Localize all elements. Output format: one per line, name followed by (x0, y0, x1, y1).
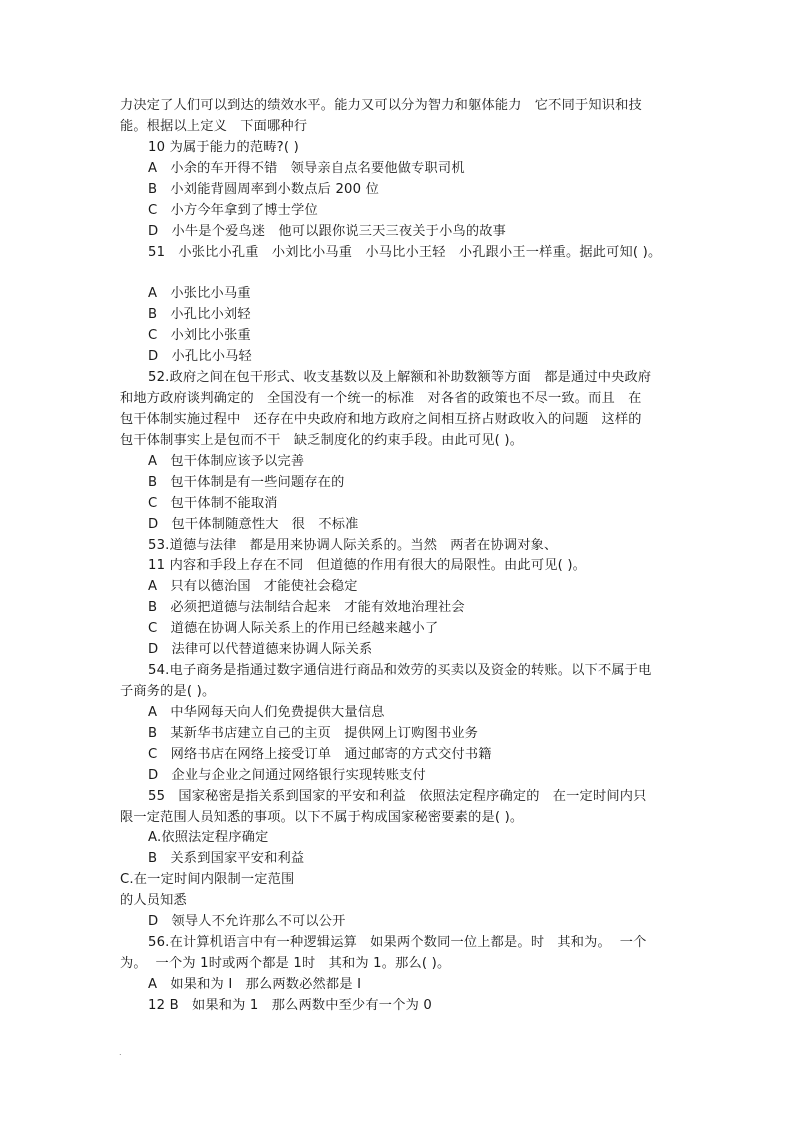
option-c: C 道德在协调人际关系上的作用已经越来越小了 (148, 621, 439, 636)
option-b: B 小孔比小刘轻 (148, 307, 251, 322)
option-a: A 小张比小马重 (148, 286, 251, 301)
option-a: A.依照法定程序确定 (148, 830, 269, 845)
option-c: C 小刘比小张重 (148, 328, 251, 343)
footer-mark: . (119, 1048, 122, 1057)
option-a: A 只有以德治国 才能使社会稳定 (148, 579, 358, 594)
option-d: D 企业与企业之间通过网络银行实现转账支付 (148, 768, 426, 783)
question-55: 55 国家秘密是指关系到国家的平安和利益 依照法定程序确定的 在一定时间内只 (148, 789, 647, 804)
text-line: 和地方政府谈判确定的 全国没有一个统一的标准 对各省的政策也不尽一致。而且 在 (120, 391, 642, 406)
question-51: 51 小张比小孔重 小刘比小马重 小马比小王轻 小孔跟小王一样重。据此可知( )。 (148, 245, 662, 260)
text-line: 11 内容和手段上存在不同 但道德的作用有很大的局限性。由此可见( )。 (148, 558, 587, 573)
option-c: C 网络书店在网络上接受订单 通过邮寄的方式交付书籍 (148, 747, 492, 762)
option-d: D 包干体制随意性大 很 不标准 (148, 517, 359, 532)
option-c: C 小方今年拿到了博士学位 (148, 203, 318, 218)
text-line: 的人员知悉 (120, 893, 187, 908)
option-a: A 中华网每天向人们免费提供大量信息 (148, 705, 385, 720)
question-54: 54.电子商务是指通过数字通信进行商品和效劳的买卖以及资金的转账。以下不属于电 (148, 663, 652, 678)
option-a: A 包干体制应该予以完善 (148, 454, 305, 469)
option-b: B 某新华书店建立自己的主页 提供网上订购图书业务 (148, 726, 479, 741)
option-d: D 小牛是个爱鸟迷 他可以跟你说三天三夜关于小鸟的故事 (148, 224, 507, 239)
text-line: 力决定了人们可以到达的绩效水平。能力又可以分为智力和躯体能力 它不同于知识和技 (120, 98, 642, 113)
question-52: 52.政府之间在包干形式、收支基数以及上解额和补助数额等方面 都是通过中央政府 (148, 370, 652, 385)
option-c: C 包干体制不能取消 (148, 496, 278, 511)
option-b: B 关系到国家平安和利益 (148, 851, 305, 866)
option-b: B 小刘能背圆周率到小数点后 200 位 (148, 182, 380, 197)
option-b: B 包干体制是有一些问题存在的 (148, 475, 345, 490)
option-a: A 小余的车开得不错 领导亲自点名要他做专职司机 (148, 161, 465, 176)
text-line: 包干体制实施过程中 还存在中央政府和地方政府之间相互挤占财政收入的问题 这样的 (120, 412, 642, 427)
text-line: 包干体制事实上是包而不干 缺乏制度化的约束手段。由此可见( )。 (120, 433, 524, 448)
question-10: 10 为属于能力的范畴?( ) (148, 140, 299, 155)
option-c: C.在一定时间内限制一定范围 (120, 872, 295, 887)
option-d: D 法律可以代替道德来协调人际关系 (148, 642, 373, 657)
option-b: B 必须把道德与法制结合起来 才能有效地治理社会 (148, 600, 465, 615)
option-d: D 领导人不允许那么不可以公开 (148, 914, 346, 929)
text-line: 为。 一个为 1时或两个都是 1时 其和为 1。那么( )。 (120, 956, 451, 971)
text-line: 能。根据以上定义 下面哪种行 (120, 119, 308, 134)
option-d: D 小孔比小马轻 (148, 349, 252, 364)
question-56: 56.在计算机语言中有一种逻辑运算 如果两个数同一位上都是。时 其和为。 一个 (148, 935, 647, 950)
option-a: A 如果和为 I 那么两数必然都是 I (148, 977, 362, 992)
option-b: 12 B 如果和为 1 那么两数中至少有一个为 0 (148, 998, 432, 1013)
question-53: 53.道德与法律 都是用来协调人际关系的。当然 两者在协调对象、 (148, 538, 558, 553)
text-line: 子商务的是( )。 (120, 684, 216, 699)
text-line: 限一定范围人员知悉的事项。以下不属于构成国家秘密要素的是( )。 (120, 810, 524, 825)
